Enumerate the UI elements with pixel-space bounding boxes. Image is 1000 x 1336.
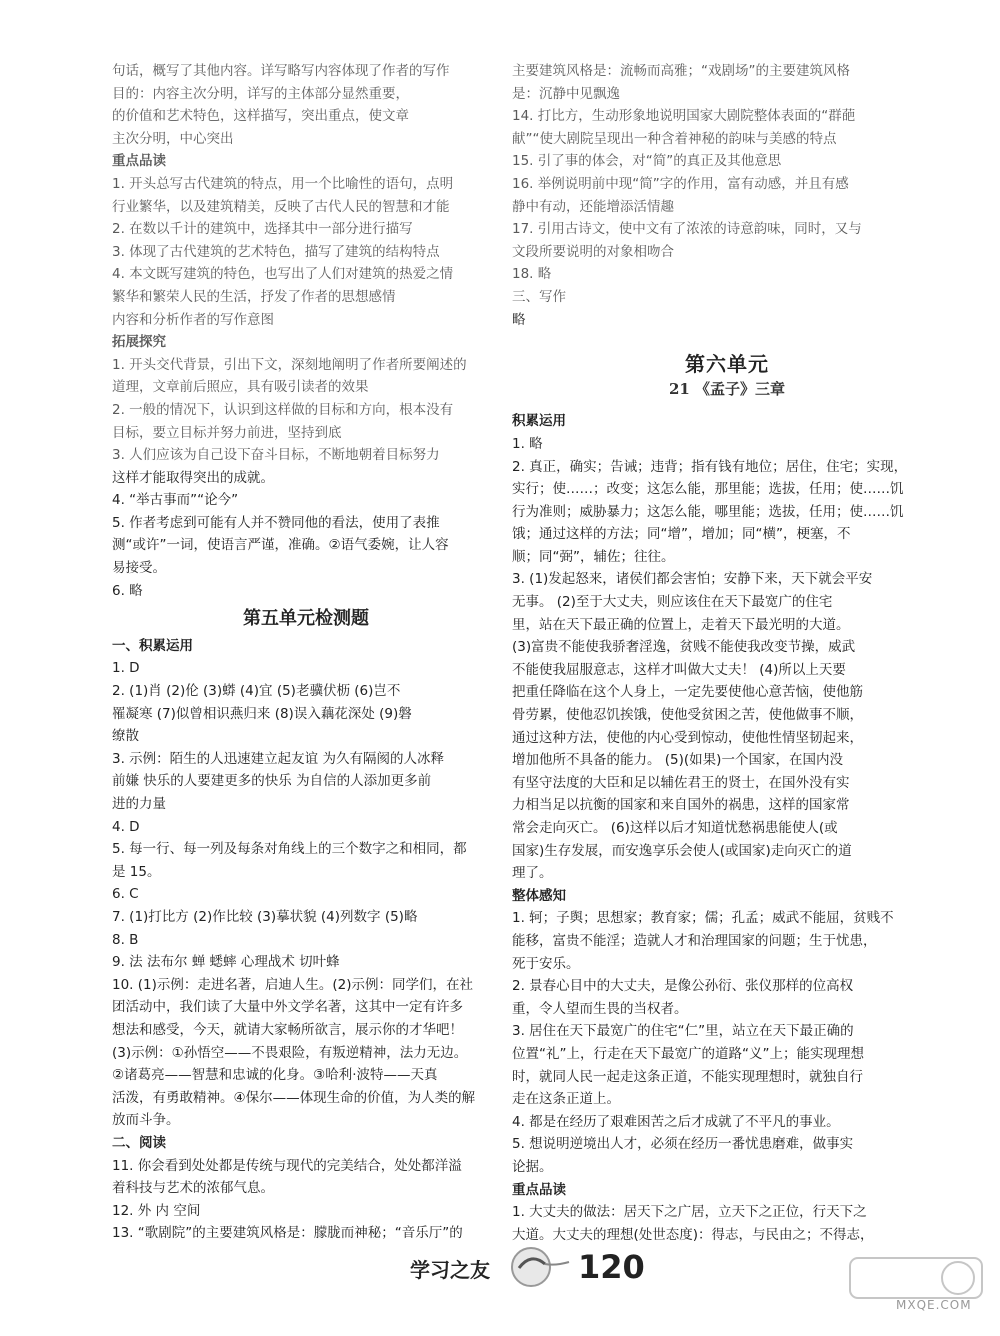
answer-line: 有坚守法度的大臣和足以辅佐君王的贤士，在国外没有实 (512, 774, 850, 791)
section-heading-jilei: 一、积累运用 (112, 637, 193, 654)
left-column (112, 60, 500, 1245)
answer-line: 实行；使……；改变；这怎么能，那里能；选拔，任用；使……饥 (512, 481, 904, 498)
publication-name: 学习之友 (410, 1258, 490, 1282)
answer-line: 1. 轲；子舆；思想家；教育家；儒；孔孟；威武不能屈，贫贱不 (512, 910, 894, 927)
answer-line: 目标，要立目标并努力前进，坚持到底 (112, 424, 342, 441)
section-heading-jilei: 积累运用 (512, 413, 566, 430)
unit6-title: 第六单元 (685, 352, 769, 377)
answer-line: 行为准则；威胁暴力；这怎么能，哪里能；选拔，任用；使……饥 (512, 503, 904, 520)
answer-line: 把重任降临在这个人身上，一定先要使他心意苦恼，使他筋 (512, 684, 863, 701)
answer-line: 1. 略 (512, 435, 543, 452)
answer-line: 骨劳累，使他忍饥挨饿，使他受贫困之苦，使他做事不顺， (512, 707, 863, 724)
answer-line: 时，就同人民一起走这条正道，不能实现理想时，就独自行 (512, 1068, 863, 1085)
answer-line: 10. (1)示例：走进名著，启迪人生。(2)示例：同学们，在社 (112, 976, 474, 993)
answer-line: 2. 一般的情况下，认识到这样做的目标和方向，根本没有 (112, 401, 454, 418)
answer-line: 8. B (112, 931, 139, 948)
answer-line: 行业繁华，以及建筑精美，反映了古代人民的智慧和才能 (112, 198, 450, 215)
answer-line: 16. 举例说明前中现“简”字的作用，富有动感，并且有感 (512, 175, 849, 192)
answer-line: 6. 略 (112, 582, 143, 599)
answer-line: 顺；同“弼”，辅佐；往往。 (512, 548, 675, 565)
answer-line: 三、写作 (512, 288, 566, 305)
site-watermark (846, 1254, 986, 1328)
answer-line: 13. “歌剧院”的主要建筑风格是：朦胧而神秘；“音乐厅”的 (112, 1225, 463, 1242)
answer-line: 常会走向灭亡。 (6)这样以后才知道忧愁祸患能使人(或 (512, 820, 838, 836)
answer-line: 3. 体现了古代建筑的艺术特色，描写了建筑的结构特点 (112, 243, 440, 260)
answer-line: 2. 真正，确实；告诫；违背；指有钱有地位；居住，住宅；实现， (512, 458, 908, 475)
answer-line: 4. 都是在经历了艰难困苦之后才成就了不平凡的事业。 (512, 1113, 840, 1130)
answer-block-whole (512, 907, 942, 1178)
answer-line: 文段所要说明的对象相吻合 (512, 243, 674, 260)
answer-line: 17. 引用古诗文，使中文有了浓浓的诗意韵味，同时，又与 (512, 221, 862, 238)
answer-line: 1. 大丈夫的做法：居天下之广居，立天下之正位，行天下之 (512, 1204, 867, 1221)
answer-line: 重，令人望而生畏的当权者。 (512, 1000, 688, 1017)
answer-line: ②诸葛亮——智慧和忠诚的化身。③哈利·波特——天真 (112, 1067, 438, 1084)
answer-block-unit6 (512, 433, 942, 885)
answer-line: 14. 打比方，生动形象地说明国家大剧院整体表面的“群葩 (512, 108, 856, 125)
answer-line: 前嫌 快乐的人要建更多的快乐 为自信的人添加更多前 (112, 773, 432, 790)
answer-line: 测“或许”一词，使语言严谨，准确。②语气委婉，让人容 (112, 537, 449, 554)
answer-line: 道理，文章前后照应，具有吸引读者的效果 (112, 379, 369, 396)
answer-block-reading (112, 173, 500, 331)
answer-line: 11. 你会看到处处都是传统与现代的完美结合，处处都洋溢 (112, 1157, 462, 1174)
answer-line: 主次分明，中心突出 (112, 130, 234, 147)
answer-line: 着科技与艺术的浓郁气息。 (112, 1180, 274, 1197)
answer-line: 5. 想说明逆境出人才，必须在经历一番忧患磨难，做事实 (512, 1136, 854, 1153)
answer-line: 这样才能取得突出的成就。 (112, 469, 274, 486)
answer-line: 走在这条正道上。 (512, 1091, 620, 1108)
answer-line: 放而斗争。 (112, 1112, 180, 1129)
answer-line: 无事。 (2)至于大丈夫，则应该住在天下最宽广的住宅 (512, 594, 833, 611)
answer-line: 1. 开头交代背景，引出下文，深刻地阐明了作者所要阐述的 (112, 356, 467, 373)
answer-line: 静中有动，还能增添活情趣 (512, 198, 674, 215)
section-heading-yuedu: 二、阅读 (112, 1134, 166, 1151)
answer-line: 繁华和繁荣人民的生活，抒发了作者的思想感情 (112, 288, 396, 305)
answer-line: 是：沉静中见飘逸 (512, 85, 620, 102)
answer-line: 饿；通过这样的方法；同“增”，增加；同“横”，梗塞，不 (512, 526, 851, 543)
section-heading-reading: 重点品读 (112, 153, 166, 170)
answer-line: 理了。 (512, 865, 553, 882)
answer-line: 活泼，有勇敢精神。④保尔——体现生命的价值，为人类的解 (112, 1089, 476, 1106)
answer-line: 的价值和艺术特色，这样描写，突出重点，使文章 (112, 108, 409, 125)
watermark-logo-icon (846, 1254, 986, 1324)
answer-line: 5. 每一行、每一列及每条对角线上的三个数字之和相同，都 (112, 841, 467, 858)
answer-line: 位置“礼”上，行走在天下最宽广的道路“义”上；能实现理想 (512, 1045, 864, 1062)
answer-line: 罹凝寒 (7)似曾相识燕归来 (8)误入藕花深处 (9)磐 (112, 705, 412, 722)
answer-line: 主要建筑风格是：流畅而高雅；“戏剧场”的主要建筑风格 (512, 63, 850, 79)
answer-line: 4. “举古事而”“论今” (112, 492, 239, 509)
page-footer (410, 1240, 670, 1290)
answer-block-unit5 (112, 657, 500, 1131)
answer-line: 2. 在数以千计的建筑中，选择其中一部分进行描写 (112, 221, 413, 238)
answer-line: 3. 人们应该为自己设下奋斗目标，不断地朝着目标努力 (112, 447, 440, 464)
answer-line: 论据。 (512, 1158, 553, 1175)
answer-line: 国家)生存发展，而安逸享乐会使人(或国家)走向灭亡的道 (512, 842, 852, 859)
answer-line: 大道。大丈夫的理想(处世态度)：得志，与民由之；不得志， (512, 1226, 874, 1243)
answer-line: 3. (1)发起怒来，诸侯们都会害怕；安静下来，天下就会平安 (512, 571, 873, 588)
answer-line: 3. 示例：陌生的人迅速建立起友谊 为久有隔阂的人冰释 (112, 750, 444, 767)
answer-line: 想法和感受，今天，就请大家畅所欲言，展示你的才华吧！ (112, 1021, 463, 1038)
answer-line: 死于安乐。 (512, 955, 580, 972)
answer-line: 目的：内容主次分明，详写的主体部分显然重要， (112, 85, 409, 102)
answer-line: 团活动中，我们读了大量中外文学名著，这其中一定有许多 (112, 999, 463, 1016)
answer-line: 句话，概写了其他内容。详写略写内容体现了作者的写作 (112, 63, 450, 79)
answer-line: 略 (512, 311, 526, 328)
answer-block-yuedu (112, 1155, 500, 1245)
answer-line: 12. 外 内 空间 (112, 1202, 201, 1219)
answer-line: 4. 本文既写建筑的特色，也写出了人们对建筑的热爱之情 (112, 266, 454, 283)
answer-line: 能移，富贵不能淫；造就人才和治理国家的问题；生于忧患， (512, 932, 877, 949)
answer-line: 3. 居住在天下最宽广的住宅“仁”里，站立在天下最正确的 (512, 1023, 854, 1040)
answer-line: 献”“使大剧院呈现出一种含着神秘的韵味与美感的特点 (512, 130, 837, 147)
answer-line: 7. (1)打比方 (2)作比较 (3)摹状貌 (4)列数字 (5)略 (112, 908, 418, 925)
answer-line: 9. 法 法布尔 蝉 蟋蟀 心理战术 切叶蜂 (112, 954, 340, 971)
answer-line: 通过这种方法，使他的内心受到惊动，使他性情坚韧起来， (512, 729, 863, 746)
section-heading-whole: 整体感知 (512, 887, 566, 904)
answer-line: 6. C (112, 886, 139, 903)
answer-line: 不能使我屈服意志，这样才叫做大丈夫！ (4)所以上天要 (512, 661, 846, 678)
watermark-text: MXQE.COM (896, 1298, 972, 1312)
section-heading-explore: 拓展探究 (112, 334, 166, 351)
answer-line: 2. (1)肖 (2)伦 (3)蟒 (4)宜 (5)老骥伏枥 (6)岂不 (112, 683, 401, 700)
answer-line: 18. 略 (512, 266, 552, 283)
answer-line: 易接受。 (112, 560, 166, 577)
unit5-title: 第五单元检测题 (243, 608, 369, 630)
answer-line: 2. 景春心目中的大丈夫，是像公孙衍、张仪那样的位高权 (512, 978, 854, 995)
answer-block-top (112, 60, 500, 150)
publication-logo-icon (505, 1244, 575, 1294)
answer-line: 4. D (112, 818, 140, 835)
section-heading-key: 重点品读 (512, 1181, 566, 1198)
answer-line: 力相当足以抗衡的国家和来自国外的祸患，这样的国家常 (512, 797, 850, 814)
answer-line: (3)富贵不能使我骄奢淫逸，贫贱不能使我改变节操，威武 (512, 639, 856, 656)
answer-line: 5. 作者考虑到可能有人并不赞同他的看法，使用了表推 (112, 514, 440, 531)
answer-line: 内容和分析作者的写作意图 (112, 311, 274, 328)
answer-line: 进的力量 (112, 796, 166, 812)
lesson-title: 21 《孟子》三章 (668, 379, 786, 398)
answer-line: 1. D (112, 660, 140, 677)
answer-line: 增加他所不具备的能力。 (5)(如果)一个国家，在国内没 (512, 752, 843, 769)
answer-line: 15. 引了事的体会，对“简”的真正及其他意思 (512, 153, 782, 170)
answer-line: 1. 开头总写古代建筑的特点，用一个比喻性的语句，点明 (112, 175, 454, 192)
answer-line: 是 15。 (112, 863, 161, 880)
answer-line: 里，站在天下最正确的位置上，走着天下最光明的大道。 (512, 616, 850, 633)
answer-line: (3)示例：①孙悟空——不畏艰险，有叛逆精神，法力无边。 (112, 1044, 468, 1061)
page-number: 120 (578, 1248, 645, 1286)
answer-block-top (512, 60, 942, 331)
right-column (512, 60, 942, 1246)
answer-block-explore (112, 354, 500, 490)
answer-line: 缭散 (112, 728, 139, 745)
